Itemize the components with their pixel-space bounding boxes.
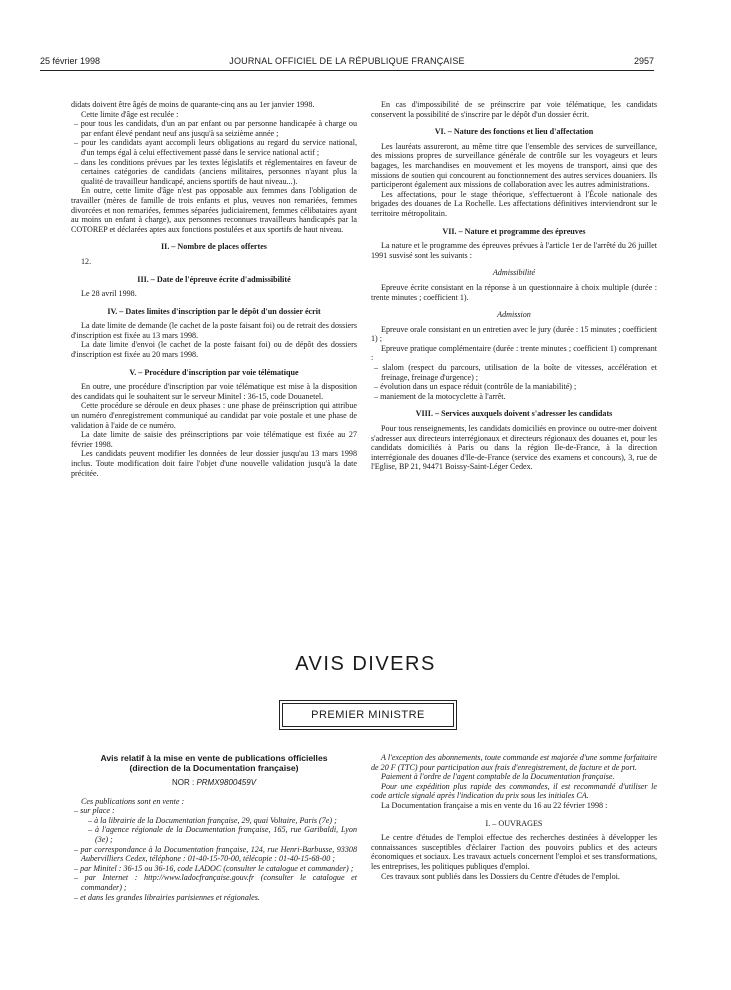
nor-label: NOR : — [171, 778, 195, 787]
ministry-box — [282, 703, 454, 727]
section-heading: IV. – Dates limites d'inscription par le dépôt d'un dossier écrit — [107, 306, 321, 316]
paragraph: La Documentation française a mis en vente du 16 au 22 février 1998 : — [381, 800, 608, 810]
ministry-label: PREMIER MINISTRE — [311, 709, 425, 721]
header-date: 25 février 1998 — [40, 56, 101, 66]
section-heading: III. – Date de l'épreuve écrite d'admissibilité — [137, 274, 291, 284]
avis-divers-title: AVIS DIVERS — [295, 653, 436, 675]
list-item: – sur place : — [74, 806, 115, 816]
subsection-heading: Admission — [497, 310, 531, 320]
list-item: – à la librairie de la Documentation française, 29, quai Voltaire, Paris (7e) ; — [88, 815, 337, 825]
section-heading: I. – OUVRAGES — [485, 818, 543, 828]
paragraph: La nature et le programme des épreuves prévues à l'article 1er de l'arrêté du 26 juillet 1991 susvisé sont les suivants : — [371, 241, 657, 260]
avis-heading-line2: (direction de la Documentation française) — [129, 763, 299, 773]
section-heading: VII. – Nature et programme des épreuves — [442, 226, 586, 236]
paragraph: Pour une expédition plus rapide des commandes, il est recommandé d'utiliser le code article signalé après l'indication du prix sous les initiales CA. — [371, 781, 657, 801]
list-item: – dans les conditions prévues par les textes législatifs et réglementaires en faveur de certaines catégories de candidats (anciens militaires, personnes n'ayant plus la qualité de travailleur handicapé, anciens sportifs de haut niveau...). — [74, 157, 357, 186]
paragraph: Pour tous renseignements, les candidats domiciliés en province ou outre-mer doivent s'adresser aux directeurs interrégionaux et directeurs régionaux des douanes et, pour les candidats domiciliés à Paris ou dans la région Ile-de-France, à la direction interrégionale des douanes d'Ile-de-France (service des examens et concours), 3, rue de l'Eglise, BP 21, 94471 Boissy-Saint-Léger Cedex. — [371, 424, 657, 472]
list-item: – et dans les grandes librairies parisiennes et régionales. — [74, 892, 260, 902]
test-list — [371, 363, 657, 401]
paragraph: Le centre d'études de l'emploi effectue des recherches destinées à développer les connaissances susceptibles d'éclairer l'action des pouvoirs publics et des acteurs économiques et sociaux. Les travaux actuels concernent l'emploi et ses transformations, les entreprises, les politiques publiques d'emploi. — [371, 833, 657, 871]
age-limit-list — [71, 119, 357, 186]
journal-title: JOURNAL OFFICIEL DE LA RÉPUBLIQUE FRANÇAISE — [229, 56, 465, 66]
list-item: – par correspondance à la Documentation française, 124, rue Henri-Barbusse, 93308 Aubervilliers Cedex, téléphone : 01-40-15-70-00, télécopie : 01-40-15-68-00 ; — [74, 844, 357, 864]
paragraph: La date limite de saisie des préinscriptions par voie télématique est fixée au 27 février 1998. — [71, 430, 357, 449]
paragraph: En outre, une procédure d'inscription par voie télématique est mise à la disposition des candidats qui le souhaitent sur le serveur Minitel : 36-15, code Douanetel. — [71, 382, 357, 401]
paragraph: Cette limite d'âge est reculée : — [81, 109, 179, 119]
paragraph: 12. — [81, 256, 92, 266]
paragraph: A l'exception des abonnements, toute commande est majorée d'une somme forfaitaire de 20 F (TTC) pour participation aux frais d'enregistrement, de facture et de port. — [371, 753, 657, 772]
list-item: – pour les candidats ayant accompli leurs obligations au regard du service national, d'un temps égal à celui effectivement passé dans le service national actif ; — [74, 138, 357, 157]
right-column — [371, 100, 657, 472]
list-item: – à l'agence régionale de la Documentation française, 165, rue Garibaldi, Lyon (3e) ; — [88, 825, 357, 844]
list-item: – maniement de la motocyclette à l'arrêt. — [374, 391, 506, 401]
avis-heading-line1: Avis relatif à la mise en vente de publications officielles — [100, 753, 328, 763]
paragraph: Epreuve pratique complémentaire (durée : trente minutes ; coefficient 1) comprenant : — [371, 343, 657, 363]
list-item: – évolution dans un espace réduit (contrôle de la maniabilité) ; — [374, 382, 577, 392]
nor-code: PRMX9800459V — [196, 778, 257, 787]
paragraph: Le 28 avril 1998. — [81, 289, 137, 299]
paragraph: Les lauréats assureront, au même titre que l'ensemble des services de surveillance, des missions propres de surveillance générale de contrôle sur les voyageurs et leurs bagages, les marchandises en mouvement et les moyens de transport, ainsi que des missions de soutien qui concourent au fonctionnement des autres services douaniers. Ils participeront également aux missions de collaboration avec les autres administrations. — [371, 141, 657, 190]
list-item: – par Internet : http://www.ladocfrançaise.gouv.fr (consulter le catalogue et commander) ; — [74, 873, 357, 892]
avis-right-column — [371, 753, 657, 881]
section-heading: II. – Nombre de places offertes — [161, 242, 267, 252]
paragraph: Epreuve orale consistant en un entretien avec le jury (durée : 15 minutes ; coefficient 1) ; — [371, 324, 657, 344]
nor-reference — [71, 778, 357, 788]
paragraph: Cette procédure se déroule en deux phases : une phase de préinscription qui attribue un numéro d'enregistrement communiqué au candidat par voie postale et une phase de validation à l'aide de ce numéro. — [71, 401, 357, 430]
paragraph: En outre, cette limite d'âge n'est pas opposable aux femmes dans l'obligation de travailler (mères de famille de trois enfants et plus, veuves non remariées, femmes divorcées et non remariées, femmes séparées judiciairement, femmes célibataires ayant au moins un enfant à charge), aux personnes reconnues travailleurs handicapés par la COTOREP et déclarées aptes aux fonctions postulées et aux sportifs de haut niveau. — [71, 186, 357, 234]
paragraph: En cas d'impossibilité de se préinscrire par voie télématique, les candidats conservent la possibilité de s'inscrire par le dépôt d'un dossier écrit. — [371, 100, 657, 119]
subsection-heading: Admissibilité — [492, 268, 536, 278]
left-column — [71, 100, 357, 478]
paragraph: Epreuve écrite consistant en la réponse à un questionnaire à choix multiple (durée : trente minutes ; coefficient 1). — [371, 282, 657, 302]
list-item: – par Minitel : 36-15 ou 36-16, code LADOC (consulter le catalogue et commander) ; — [74, 863, 354, 873]
list-item: – pour tous les candidats, d'un an par enfant ou par personne handicapée à charge ou par enfant élevé pendant neuf ans jusqu'à sa seizième année ; — [74, 119, 357, 138]
header-rule — [40, 70, 654, 71]
paragraph: La date limite d'envoi (le cachet de la poste faisant foi) ou de dépôt des dossiers d'inscription est fixée au 20 mars 1998. — [71, 340, 357, 360]
avis-left-column — [71, 753, 357, 902]
section-heading: V. – Procédure d'inscription par voie télématique — [129, 367, 299, 377]
paragraph: Les candidats peuvent modifier les données de leur dossier jusqu'au 13 mars 1998 inclus. Toute modification doit faire l'objet d'une nouvelle validation jusqu'à la date précitée. — [71, 449, 357, 478]
paragraph: La date limite de demande (le cachet de la poste faisant foi) ou de retrait des dossiers d'inscription est fixée au 13 mars 1998. — [71, 321, 357, 340]
page-header — [40, 56, 654, 68]
paragraph: Ces travaux sont publiés dans les Dossiers du Centre d'études de l'emploi. — [381, 871, 620, 881]
list-item: – slalom (respect du parcours, utilisation de la boîte de vitesses, accélération et freinage, freinage d'urgence) ; — [374, 363, 657, 382]
paragraph: Ces publications sont en vente : — [81, 796, 185, 806]
paragraph: Paiement à l'ordre de l'agent comptable de la Documentation française. — [381, 772, 615, 782]
section-heading: VIII. – Services auxquels doivent s'adresser les candidats — [415, 409, 613, 419]
sales-points-list — [71, 806, 357, 902]
paragraph: didats doivent être âgés de moins de quarante-cinq ans au 1er janvier 1998. — [71, 100, 315, 109]
paragraph: Les affectations, pour le stage théorique, s'effectueront à l'École nationale des brigades des douanes de La Rochelle. Les affectations définitives interviendront sur le territoire métropolitain. — [371, 189, 657, 218]
page-number: 2957 — [633, 56, 654, 66]
section-heading: VI. – Nature des fonctions et lieu d'affectation — [434, 127, 594, 137]
avis-heading — [71, 753, 357, 773]
